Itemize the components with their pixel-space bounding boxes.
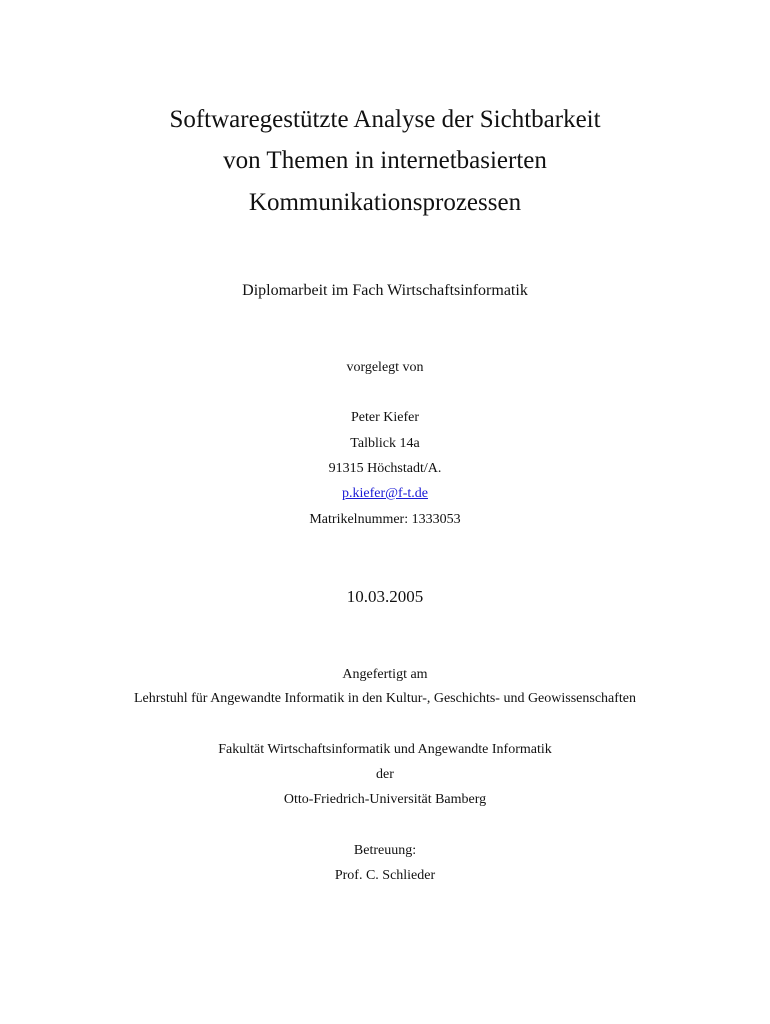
thesis-type: Diplomarbeit im Fach Wirtschaftsinformatik — [242, 282, 528, 299]
prepared-at-label: Angefertigt am — [342, 667, 428, 682]
supervision-label: Betreuung: — [353, 843, 417, 858]
author-email-link[interactable]: p.kiefer@f-t.de — [342, 486, 428, 501]
author-street: Talblick 14a — [350, 436, 420, 451]
university-name: Otto-Friedrich-Universität Bamberg — [283, 792, 487, 807]
author-name: Peter Kiefer — [350, 410, 420, 425]
author-matriculation: Matrikelnummer: 1333053 — [309, 512, 461, 527]
submitted-by-label: vorgelegt von — [346, 360, 424, 375]
title-line-2: von Themen in internetbasierten — [223, 147, 547, 174]
author-email-row — [0, 485, 770, 503]
title-line-1: Softwaregestützte Analyse der Sichtbarkeit — [169, 106, 601, 133]
chair-name: Lehrstuhl für Angewandte Informatik in den Kultur-, Geschichts- und Geowissenschaften — [133, 691, 637, 706]
faculty-connector: der — [376, 767, 394, 782]
submission-date: 10.03.2005 — [346, 587, 424, 606]
author-city: 91315 Höchstadt/A. — [328, 461, 442, 476]
supervisor-name: Prof. C. Schlieder — [334, 868, 436, 883]
faculty-name: Fakultät Wirtschaftsinformatik und Angewandte Informatik — [218, 742, 552, 757]
title-line-3: Kommunikationsprozessen — [248, 189, 522, 216]
